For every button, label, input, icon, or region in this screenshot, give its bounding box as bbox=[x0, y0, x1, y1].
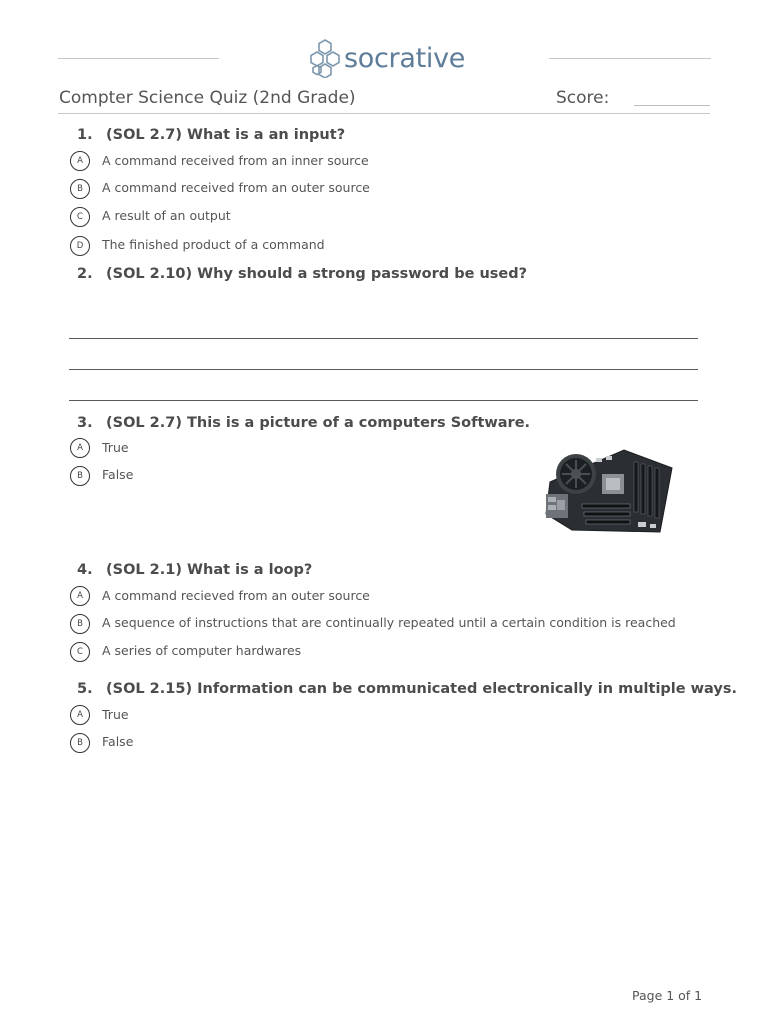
answer-option-text: A command recieved from an outer source bbox=[102, 588, 370, 603]
answer-option-text: True bbox=[102, 440, 129, 455]
question-text: (SOL 2.1) What is a loop? bbox=[106, 562, 313, 578]
hexagon-cluster-icon bbox=[308, 38, 342, 78]
question-number: 3. bbox=[77, 415, 93, 431]
header-rule-right bbox=[549, 58, 711, 59]
question-number: 5. bbox=[77, 681, 93, 697]
answer-bubble-b[interactable]: B bbox=[70, 614, 90, 634]
answer-bubble-a[interactable]: A bbox=[70, 151, 90, 171]
answer-bubble-a[interactable]: A bbox=[70, 438, 90, 458]
question-number: 4. bbox=[77, 562, 93, 578]
answer-option-text: False bbox=[102, 734, 134, 749]
score-label: Score: bbox=[556, 88, 610, 108]
quiz-title: Compter Science Quiz (2nd Grade) bbox=[59, 88, 356, 108]
answer-bubble-c[interactable]: C bbox=[70, 642, 90, 662]
title-divider bbox=[58, 113, 710, 114]
answer-option-text: A command received from an outer source bbox=[102, 180, 370, 195]
answer-bubble-c[interactable]: C bbox=[70, 207, 90, 227]
answer-option-text: A sequence of instructions that are continually repeated until a certain condition is reached bbox=[102, 615, 676, 630]
answer-line[interactable] bbox=[69, 369, 698, 370]
answer-option-text: A command received from an inner source bbox=[102, 153, 369, 168]
answer-option-text: A result of an output bbox=[102, 208, 231, 223]
answer-bubble-b[interactable]: B bbox=[70, 466, 90, 486]
motherboard-image bbox=[542, 444, 674, 536]
header-rule-left bbox=[58, 58, 219, 59]
logo-text: socrative bbox=[344, 42, 466, 74]
page-number: Page 1 of 1 bbox=[632, 988, 703, 1003]
answer-option-text: The finished product of a command bbox=[102, 237, 325, 252]
answer-bubble-b[interactable]: B bbox=[70, 733, 90, 753]
answer-option-text: True bbox=[102, 707, 129, 722]
answer-bubble-a[interactable]: A bbox=[70, 705, 90, 725]
question-text: (SOL 2.7) What is a an input? bbox=[106, 127, 346, 143]
question-text: (SOL 2.7) This is a picture of a computers Software. bbox=[106, 415, 531, 431]
question-number: 2. bbox=[77, 266, 93, 282]
answer-line[interactable] bbox=[69, 400, 698, 401]
socrative-logo bbox=[308, 36, 465, 80]
answer-bubble-d[interactable]: D bbox=[70, 236, 90, 256]
score-blank[interactable] bbox=[634, 105, 710, 106]
answer-bubble-b[interactable]: B bbox=[70, 179, 90, 199]
answer-option-text: False bbox=[102, 467, 134, 482]
answer-line[interactable] bbox=[69, 338, 698, 339]
question-number: 1. bbox=[77, 127, 93, 143]
question-text: (SOL 2.15) Information can be communicated electronically in multiple ways. bbox=[106, 681, 737, 697]
answer-bubble-a[interactable]: A bbox=[70, 586, 90, 606]
question-text: (SOL 2.10) Why should a strong password be used? bbox=[106, 266, 528, 282]
answer-option-text: A series of computer hardwares bbox=[102, 643, 302, 658]
